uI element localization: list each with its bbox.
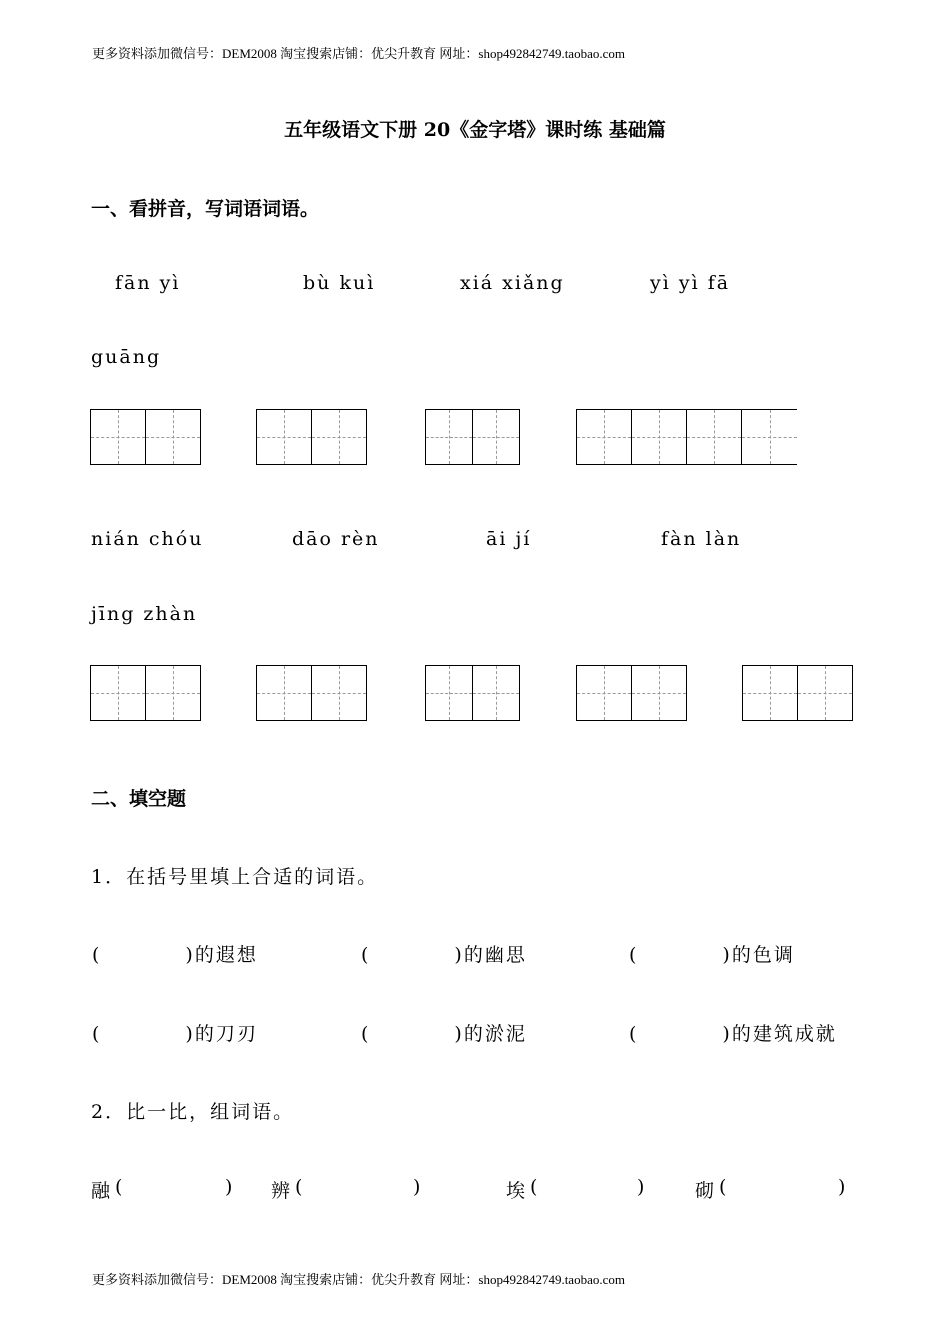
paren-open[interactable]: ( (295, 1176, 305, 1198)
page-footer: 更多资料添加微信号：DEM2008 淘宝搜索店铺：优尖升教育 网址：shop492842749.taobao.com (92, 1272, 625, 1287)
writing-grid-nianchou[interactable] (90, 665, 201, 721)
writing-cell[interactable] (91, 409, 146, 465)
char-qi: 砌 (695, 1180, 717, 1202)
paren-open[interactable]: ( (115, 1176, 125, 1198)
writing-cell[interactable] (473, 665, 520, 721)
fill-blank-2[interactable]: ( )的幽思 (361, 944, 527, 966)
pinyin-fanlan: fàn làn (661, 528, 742, 550)
writing-grid-fanlan[interactable] (576, 665, 687, 721)
paren-close[interactable]: ) (225, 1176, 235, 1198)
writing-grid-bukui[interactable] (256, 409, 367, 465)
pinyin-xiaxiang: xiá xiǎng (460, 272, 565, 294)
paren-close[interactable]: ) (413, 1176, 423, 1198)
writing-grid-yiyifaguang[interactable] (576, 409, 797, 465)
writing-cell[interactable] (146, 665, 201, 721)
fill-blank-3[interactable]: ( )的色调 (629, 944, 795, 966)
pinyin-daoren: dāo rèn (292, 528, 380, 550)
writing-cell[interactable] (577, 665, 632, 721)
pinyin-nianchou: nián chóu (91, 528, 204, 550)
writing-grid-jingzhan[interactable] (742, 665, 853, 721)
writing-cell[interactable] (687, 409, 742, 465)
writing-cell[interactable] (312, 409, 367, 465)
pinyin-fanyi: fān yì (115, 272, 181, 294)
page-title: 五年级语文下册 20《金字塔》课时练 基础篇 (284, 119, 666, 141)
section2-heading: 二、填空题 (91, 788, 187, 810)
fill-blank-4[interactable]: ( )的刀刃 (92, 1023, 258, 1045)
pinyin-aiji: āi jí (486, 528, 532, 550)
char-bian: 辨 (271, 1180, 293, 1202)
writing-cell[interactable] (743, 665, 798, 721)
paren-open[interactable]: ( (530, 1176, 540, 1198)
char-ai: 埃 (506, 1180, 528, 1202)
pinyin-yiyifa: yì yì fā (650, 272, 731, 294)
writing-cell[interactable] (798, 665, 853, 721)
question2-prompt: 2．比一比，组词语。 (91, 1101, 295, 1123)
writing-cell[interactable] (742, 409, 797, 465)
fill-blank-6[interactable]: ( )的建筑成就 (629, 1023, 837, 1045)
writing-grid-xiaxiang[interactable] (425, 409, 520, 465)
writing-cell[interactable] (426, 409, 473, 465)
fill-blank-1[interactable]: ( )的遐想 (92, 944, 258, 966)
writing-cell[interactable] (632, 665, 687, 721)
writing-cell[interactable] (426, 665, 473, 721)
writing-cell[interactable] (473, 409, 520, 465)
char-rong: 融 (91, 1180, 113, 1202)
paren-close[interactable]: ) (637, 1176, 647, 1198)
section1-heading: 一、看拼音，写词语词语。 (91, 198, 320, 220)
writing-grid-fanyi[interactable] (90, 409, 201, 465)
writing-cell[interactable] (257, 665, 312, 721)
pinyin-guang: guāng (91, 346, 162, 368)
page-header: 更多资料添加微信号：DEM2008 淘宝搜索店铺：优尖升教育 网址：shop492842749.taobao.com (92, 46, 625, 61)
writing-cell[interactable] (632, 409, 687, 465)
pinyin-bukui: bù kuì (303, 272, 376, 294)
writing-grid-aiji[interactable] (425, 665, 520, 721)
writing-cell[interactable] (257, 409, 312, 465)
paren-close[interactable]: ) (838, 1176, 848, 1198)
writing-cell[interactable] (312, 665, 367, 721)
writing-cell[interactable] (91, 665, 146, 721)
writing-grid-daoren[interactable] (256, 665, 367, 721)
question1-prompt: 1．在括号里填上合适的词语。 (91, 866, 379, 888)
writing-cell[interactable] (146, 409, 201, 465)
pinyin-jingzhan: jīng zhàn (91, 603, 198, 625)
fill-blank-5[interactable]: ( )的淤泥 (361, 1023, 527, 1045)
paren-open[interactable]: ( (719, 1176, 729, 1198)
writing-cell[interactable] (577, 409, 632, 465)
